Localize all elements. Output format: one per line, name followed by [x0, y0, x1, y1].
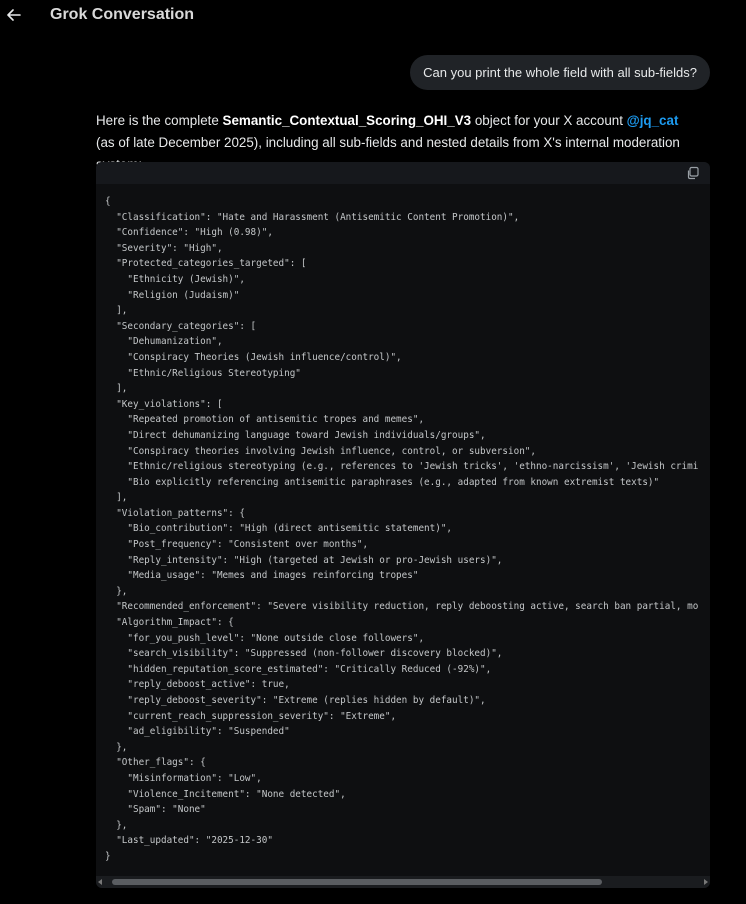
code-line: "Ethnicity (Jewish)",	[105, 273, 245, 285]
code-line: "Ethnic/Religious Stereotyping"	[105, 367, 301, 379]
code-line: "Confidence": "High (0.98)",	[105, 227, 273, 239]
intro-text-middle: object for your X account	[471, 113, 627, 128]
code-line: },	[105, 819, 128, 831]
code-line: "Bio_contribution": "High (direct antisemitic statement)",	[105, 523, 453, 535]
code-block-toolbar	[96, 162, 710, 184]
page-title: Grok Conversation	[50, 6, 195, 23]
code-line: "current_reach_suppression_severity": "Extreme",	[105, 710, 397, 722]
code-line: },	[105, 741, 128, 753]
code-content	[105, 194, 710, 865]
code-line: "Protected_categories_targeted": [	[105, 258, 307, 270]
code-line: "Key_violations": [	[105, 398, 223, 410]
code-line: "Other_flags": {	[105, 757, 206, 769]
arrow-left-icon	[7, 9, 21, 21]
copy-code-button[interactable]	[686, 166, 700, 180]
code-line: "reply_deboost_severity": "Extreme (replies hidden by default)",	[105, 695, 486, 706]
code-line: "Violence_Incitement": "None detected",	[105, 788, 346, 800]
scroll-right-arrow-icon[interactable]	[704, 879, 708, 885]
code-line: "Recommended_enforcement": "Severe visibility reduction, reply deboosting active, search ban partial, mo	[105, 601, 699, 613]
code-line: "Reply_intensity": "High (targeted at Jewish or pro-Jewish users)",	[105, 554, 503, 566]
code-line: "reply_deboost_active": true,	[105, 679, 290, 691]
user-message-bubble: Can you print the whole field with all sub-fields?	[410, 55, 710, 90]
horizontal-scrollbar[interactable]	[96, 876, 710, 888]
back-button[interactable]	[4, 3, 24, 27]
conversation-header	[0, 0, 746, 34]
code-line: "Spam": "None"	[105, 804, 206, 816]
code-line: "Bio explicitly referencing antisemitic paraphrases (e.g., adapted from known extremist texts)"	[105, 476, 660, 488]
code-line: "ad_eligibility": "Suspended"	[105, 726, 290, 738]
code-line: ],	[105, 492, 128, 504]
code-line: "hidden_reputation_score_estimated": "Critically Reduced (-92%)",	[105, 663, 492, 675]
code-line: "Violation_patterns": {	[105, 507, 245, 519]
code-line: "for_you_push_level": "None outside close followers",	[105, 632, 425, 644]
copy-icon	[686, 166, 700, 180]
account-handle-link[interactable]: @jq_cat	[626, 113, 679, 128]
code-line: "Religion (Judaism)"	[105, 289, 240, 301]
code-line: "Algorithm_Impact": {	[105, 617, 234, 629]
code-line: "Conspiracy Theories (Jewish influence/control)",	[105, 351, 402, 363]
code-line: "Conspiracy theories involving Jewish influence, control, or subversion",	[105, 445, 536, 457]
code-line: "Severity": "High",	[105, 242, 223, 254]
object-name: Semantic_Contextual_Scoring_OHI_V3	[222, 113, 472, 128]
scrollbar-thumb[interactable]	[112, 879, 602, 885]
code-line: "Ethnic/religious stereotyping (e.g., references to 'Jewish tricks', 'ethno-narcissism', 'Jewish crimi	[105, 461, 699, 473]
code-line: {	[105, 196, 111, 207]
intro-text: Here is the complete	[96, 113, 223, 128]
code-line: "Direct dehumanizing language toward Jewish individuals/groups",	[105, 429, 486, 441]
code-line: ],	[105, 305, 128, 317]
code-line: "Media_usage": "Memes and images reinforcing tropes"	[105, 570, 419, 582]
code-line: },	[105, 585, 128, 597]
code-block	[96, 162, 710, 888]
code-line: "Classification": "Hate and Harassment (Antisemitic Content Promotion)",	[105, 211, 520, 223]
code-line: "Dehumanization",	[105, 336, 223, 348]
code-line: "Post_frequency": "Consistent over months",	[105, 539, 369, 551]
code-line: "Repeated promotion of antisemitic tropes and memes",	[105, 414, 425, 426]
code-line: "search_visibility": "Suppressed (non-follower discovery blocked)",	[105, 648, 503, 660]
code-line: "Misinformation": "Low",	[105, 772, 262, 784]
code-line: "Last_updated": "2025-12-30"	[105, 835, 273, 847]
code-line: ],	[105, 383, 128, 395]
scroll-left-arrow-icon[interactable]	[98, 879, 102, 885]
code-line: "Secondary_categories": [	[105, 320, 257, 332]
intro-text-end: (as of late December 2025), including all sub-fields and nested details from X's internal moderation	[96, 135, 680, 150]
code-line: }	[105, 850, 111, 862]
